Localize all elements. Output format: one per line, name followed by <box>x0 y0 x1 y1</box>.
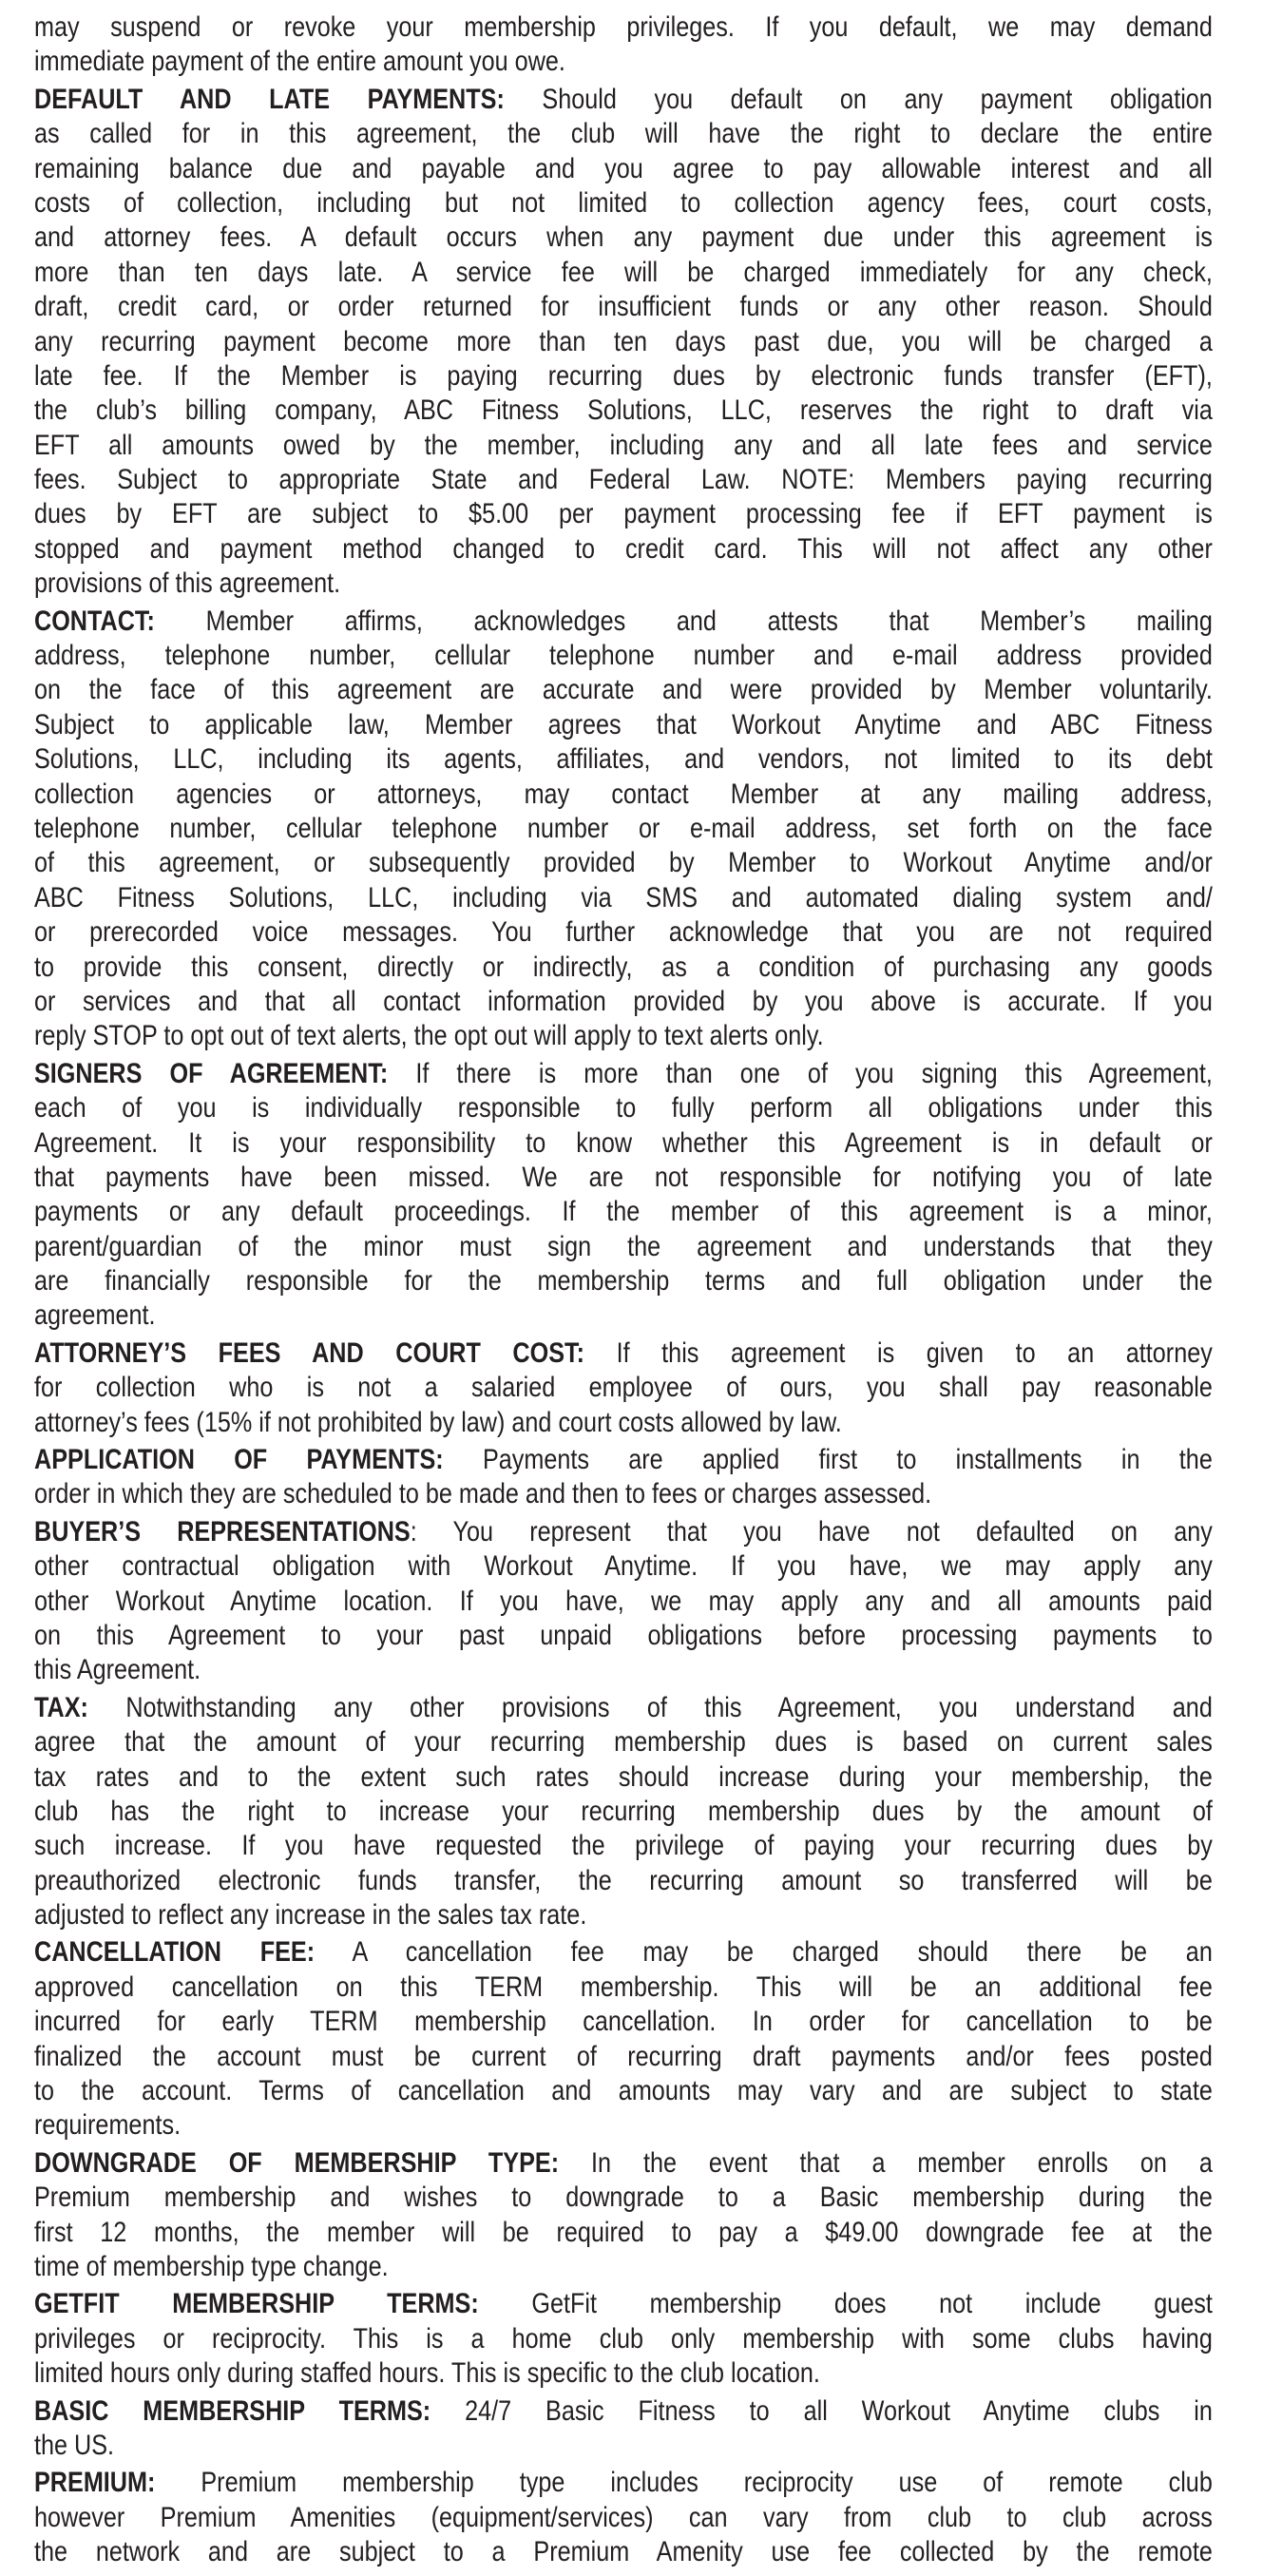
clause-line <box>34 2146 1213 2181</box>
clause-text: preauthorized electronic funds transfer, the recurring amount so transferred will be <box>34 1864 1213 1896</box>
clause-line <box>34 881 1213 915</box>
clause-line <box>34 812 1213 846</box>
clause-text: tax rates and to the extent such rates should increase during your membership, the <box>34 1760 1213 1793</box>
clause-line <box>34 1864 1213 1898</box>
clause-line <box>34 2466 1213 2500</box>
clause-text: address, telephone number, cellular telephone number and e-mail address provided <box>34 640 1213 672</box>
clause-text: telephone number, cellular telephone number or e-mail address, set forth on the face <box>34 812 1213 844</box>
clause-text: Solutions, LLC, including its agents, affiliates, and vendors, not limited to its debt <box>34 743 1213 776</box>
clause-line <box>34 2108 1213 2143</box>
clause-line <box>34 1898 1213 1932</box>
clause-text: immediate payment of the entire amount you owe. <box>34 46 565 78</box>
clause-text: If this agreement is given to an attorney <box>584 1336 1213 1369</box>
clause-line <box>34 1195 1213 1229</box>
clause-line <box>34 2250 1213 2284</box>
clause-attorneys-fees-and-court-cost <box>34 1336 1213 1440</box>
clause-line <box>34 45 1213 79</box>
clause-text: reply STOP to opt out of text alerts, the opt out will apply to text alerts only. <box>34 1020 824 1052</box>
clause-line <box>34 1585 1213 1619</box>
clause-line <box>34 10 1213 45</box>
clause-getfit-membership-terms <box>34 2287 1213 2391</box>
clause-text: first 12 months, the member will be required to pay a $49.00 downgrade fee at the <box>34 2216 1213 2248</box>
clause-line <box>34 605 1213 639</box>
clause-text: privileges or reciprocity. This is a home club only membership with some clubs having <box>34 2322 1213 2355</box>
clause-text: finalized the account must be current of recurring draft payments and/or fees posted <box>34 2040 1213 2072</box>
clause-basic-membership-terms <box>34 2394 1213 2464</box>
clause-text: on the face of this agreement are accurate and were provided by Member voluntarily. <box>34 674 1213 706</box>
clause-text: Agreement. It is your responsibility to know whether this Agreement is in default or <box>34 1126 1213 1159</box>
clause-text: late fee. If the Member is paying recurring dues by electronic funds transfer (EFT), <box>34 359 1213 392</box>
clause-line <box>34 1091 1213 1125</box>
clause-line <box>34 2356 1213 2391</box>
clause-text: provisions of this agreement. <box>34 567 341 600</box>
clause-line <box>34 325 1213 359</box>
clause-line <box>34 1725 1213 1759</box>
clause-line <box>34 2287 1213 2321</box>
clause-tax <box>34 1691 1213 1933</box>
clause-line <box>34 497 1213 531</box>
clause-text: agree that the amount of your recurring membership dues is based on current sales <box>34 1726 1213 1759</box>
clause-text: however Premium Amenities (equipment/services) can vary from club to club across <box>34 2501 1213 2533</box>
clause-line <box>34 639 1213 673</box>
clause-line <box>34 1549 1213 1584</box>
clause-text: You represent that you have not defaulted on any <box>416 1515 1213 1548</box>
clause-heading: TAX: <box>34 1691 88 1723</box>
clause-line <box>34 1691 1213 1725</box>
clause-text: the US. <box>34 2429 115 2461</box>
clause-line <box>34 429 1213 463</box>
clause-line <box>34 985 1213 1019</box>
clause-heading: DOWNGRADE OF MEMBERSHIP TYPE: <box>34 2146 560 2179</box>
clause-text: this Agreement. <box>34 1654 201 1686</box>
clause-text: Should you default on any payment obligation <box>504 83 1213 115</box>
clause-line <box>34 778 1213 812</box>
clause-text: remaining balance due and payable and you agree to pay allowable interest and all <box>34 152 1213 184</box>
clause-heading: GETFIT MEMBERSHIP TERMS: <box>34 2288 479 2320</box>
clause-line <box>34 846 1213 880</box>
clause-line <box>34 1161 1213 1195</box>
clause-text: each of you is individually responsible to fully perform all obligations under this <box>34 1092 1213 1125</box>
clause-line <box>34 2501 1213 2535</box>
clause-line <box>34 1970 1213 2005</box>
agreement-terms-page <box>34 10 1213 2573</box>
clause-line <box>34 2394 1213 2429</box>
clause-text: Payments are applied first to installments in the <box>443 1444 1213 1476</box>
clause-heading: DEFAULT AND LATE PAYMENTS: <box>34 83 505 115</box>
clause-text: payments or any default proceedings. If the member of this agreement is a minor, <box>34 1196 1213 1228</box>
clause-text: of this agreement, or subsequently provided by Member to Workout Anytime and/or <box>34 847 1213 879</box>
clause-default-and-late-payments <box>34 83 1213 602</box>
clause-heading: PREMIUM: <box>34 2467 156 2499</box>
clause-text: 24/7 Basic Fitness to all Workout Anytime clubs in <box>431 2394 1213 2427</box>
clause-line <box>34 1336 1213 1371</box>
clause-line <box>34 359 1213 394</box>
clause-line <box>34 152 1213 186</box>
clause-line <box>34 2181 1213 2215</box>
clause-line <box>34 290 1213 324</box>
clause-line <box>34 2322 1213 2356</box>
clause-line <box>34 2040 1213 2074</box>
clause-line <box>34 2429 1213 2463</box>
clause-intro-continued <box>34 10 1213 80</box>
clause-line <box>34 951 1213 985</box>
clause-cancellation-fee <box>34 1935 1213 2143</box>
clause-downgrade-of-membership-type <box>34 2146 1213 2285</box>
clause-text: other contractual obligation with Workout Anytime. If you have, we may apply any <box>34 1550 1213 1583</box>
clause-text: collection agencies or attorneys, may contact Member at any mailing address, <box>34 778 1213 810</box>
clause-premium <box>34 2466 1213 2569</box>
clause-heading: BASIC MEMBERSHIP TERMS: <box>34 2394 431 2427</box>
clause-text: may suspend or revoke your membership privileges. If you default, we may demand <box>34 11 1213 43</box>
clause-text: agreement. <box>34 1299 156 1332</box>
clause-text: as called for in this agreement, the club will have the right to declare the entire <box>34 118 1213 150</box>
clause-text: club has the right to increase your recurring membership dues by the amount of <box>34 1795 1213 1827</box>
clause-text: If there is more than one of you signing this Agreement, <box>388 1057 1213 1089</box>
clause-text: are financially responsible for the membership terms and full obligation under the <box>34 1265 1213 1298</box>
clause-text: limited hours only during staffed hours. This is specific to the club location. <box>34 2357 820 2390</box>
clause-heading: SIGNERS OF AGREEMENT: <box>34 1057 389 1089</box>
clause-contact <box>34 605 1213 1054</box>
clause-text: stopped and payment method changed to credit card. This will not affect any other <box>34 532 1213 565</box>
clause-text: adjusted to reflect any increase in the sales tax rate. <box>34 1899 587 1932</box>
clause-text: attorney’s fees (15% if not prohibited by law) and court costs allowed by law. <box>34 1406 842 1438</box>
clause-line <box>34 2216 1213 2250</box>
clause-application-of-payments <box>34 1443 1213 1512</box>
clause-line <box>34 2535 1213 2569</box>
clause-text: other Workout Anytime location. If you have, we may apply any and all amounts paid <box>34 1585 1213 1617</box>
clause-text: that payments have been missed. We are not responsible for notifying you of late <box>34 1161 1213 1193</box>
clause-line <box>34 463 1213 497</box>
clause-line <box>34 221 1213 255</box>
clause-text: Premium membership type includes reciprocity use of remote club <box>155 2467 1213 2499</box>
clause-line <box>34 186 1213 221</box>
clause-text: order in which they are scheduled to be made and then to fees or charges assessed. <box>34 1478 932 1510</box>
clause-heading: ATTORNEY’S FEES AND COURT COST: <box>34 1336 585 1369</box>
clause-line <box>34 256 1213 290</box>
clause-text: more than ten days late. A service fee will be charged immediately for any check, <box>34 256 1213 288</box>
clause-text: time of membership type change. <box>34 2251 389 2282</box>
clause-heading-colon: : <box>410 1515 417 1548</box>
clause-buyers-representations <box>34 1515 1213 1688</box>
clause-text: the network and are subject to a Premium Amenity use fee collected by the remote <box>34 2536 1213 2568</box>
clause-line <box>34 394 1213 428</box>
clause-text: Member affirms, acknowledges and attests that Member’s mailing <box>154 605 1213 637</box>
clause-line <box>34 1230 1213 1264</box>
clause-line <box>34 1443 1213 1477</box>
clause-heading: CANCELLATION FEE: <box>34 1936 316 1969</box>
clause-heading: CONTACT: <box>34 605 155 637</box>
clause-line <box>34 742 1213 777</box>
clause-text: EFT all amounts owed by the member, including any and all late fees and service <box>34 429 1213 461</box>
clause-signers-of-agreement <box>34 1057 1213 1334</box>
clause-text: costs of collection, including but not limited to collection agency fees, court costs, <box>34 186 1213 219</box>
clause-line <box>34 1760 1213 1795</box>
clause-line <box>34 1126 1213 1161</box>
clause-line <box>34 1264 1213 1298</box>
clause-text: Premium membership and wishes to downgrade to a Basic membership during the <box>34 2182 1213 2214</box>
clause-line <box>34 1298 1213 1333</box>
clause-line <box>34 1406 1213 1440</box>
clause-text: to provide this consent, directly or indirectly, as a condition of purchasing any goods <box>34 951 1213 983</box>
clause-text: draft, credit card, or order returned for insufficient funds or any other reason. Should <box>34 291 1213 323</box>
clause-text: approved cancellation on this TERM membership. This will be an additional fee <box>34 1970 1213 2003</box>
clause-text: In the event that a member enrolls on a <box>559 2146 1213 2179</box>
clause-text: for collection who is not a salaried employee of ours, you shall pay reasonable <box>34 1372 1213 1404</box>
clause-text: to the account. Terms of cancellation and amounts may vary and are subject to state <box>34 2075 1213 2107</box>
clause-heading: BUYER’S REPRESENTATIONS <box>34 1515 411 1548</box>
clause-line <box>34 1057 1213 1091</box>
clause-line <box>34 1829 1213 1863</box>
clause-text: parent/guardian of the minor must sign the agreement and understands that they <box>34 1230 1213 1262</box>
clause-text: incurred for early TERM membership cancellation. In order for cancellation to be <box>34 2006 1213 2038</box>
clause-heading: APPLICATION OF PAYMENTS: <box>34 1444 444 1476</box>
clause-text: or prerecorded voice messages. You further acknowledge that you are not required <box>34 916 1213 949</box>
clause-line <box>34 915 1213 950</box>
clause-line <box>34 1371 1213 1405</box>
clause-line <box>34 1477 1213 1511</box>
clause-line <box>34 2074 1213 2108</box>
clause-line <box>34 1515 1213 1549</box>
clause-text: fees. Subject to appropriate State and Federal Law. NOTE: Members paying recurring <box>34 464 1213 496</box>
clause-text: A cancellation fee may be charged should there be an <box>315 1936 1213 1969</box>
clause-line <box>34 567 1213 601</box>
clause-text: dues by EFT are subject to $5.00 per payment processing fee if EFT payment is <box>34 498 1213 530</box>
clause-text: on this Agreement to your past unpaid obligations before processing payments to <box>34 1619 1213 1651</box>
clause-text: Subject to applicable law, Member agrees that Workout Anytime and ABC Fitness <box>34 708 1213 740</box>
clause-line <box>34 83 1213 117</box>
clause-text: Notwithstanding any other provisions of this Agreement, you understand and <box>87 1691 1213 1723</box>
clause-line <box>34 2005 1213 2039</box>
clause-line <box>34 673 1213 707</box>
clause-text: GetFit membership does not include guest <box>478 2288 1213 2320</box>
clause-line <box>34 1619 1213 1653</box>
clause-text: any recurring payment become more than ten days past due, you will be charged a <box>34 325 1213 357</box>
clause-line <box>34 1653 1213 1687</box>
clause-text: such increase. If you have requested the privilege of paying your recurring dues by <box>34 1830 1213 1862</box>
clause-line <box>34 1935 1213 1970</box>
clause-text: ABC Fitness Solutions, LLC, including via SMS and automated dialing system and/ <box>34 881 1213 913</box>
clause-text: requirements. <box>34 2109 182 2142</box>
clause-text: the club’s billing company, ABC Fitness Solutions, LLC, reserves the right to draft via <box>34 394 1213 427</box>
clause-line <box>34 1019 1213 1053</box>
clause-line <box>34 532 1213 567</box>
clause-line <box>34 708 1213 742</box>
clause-line <box>34 117 1213 151</box>
clause-line <box>34 1795 1213 1829</box>
clause-text: or services and that all contact information provided by you above is accurate. If you <box>34 985 1213 1017</box>
clause-text: and attorney fees. A default occurs when any payment due under this agreement is <box>34 221 1213 254</box>
